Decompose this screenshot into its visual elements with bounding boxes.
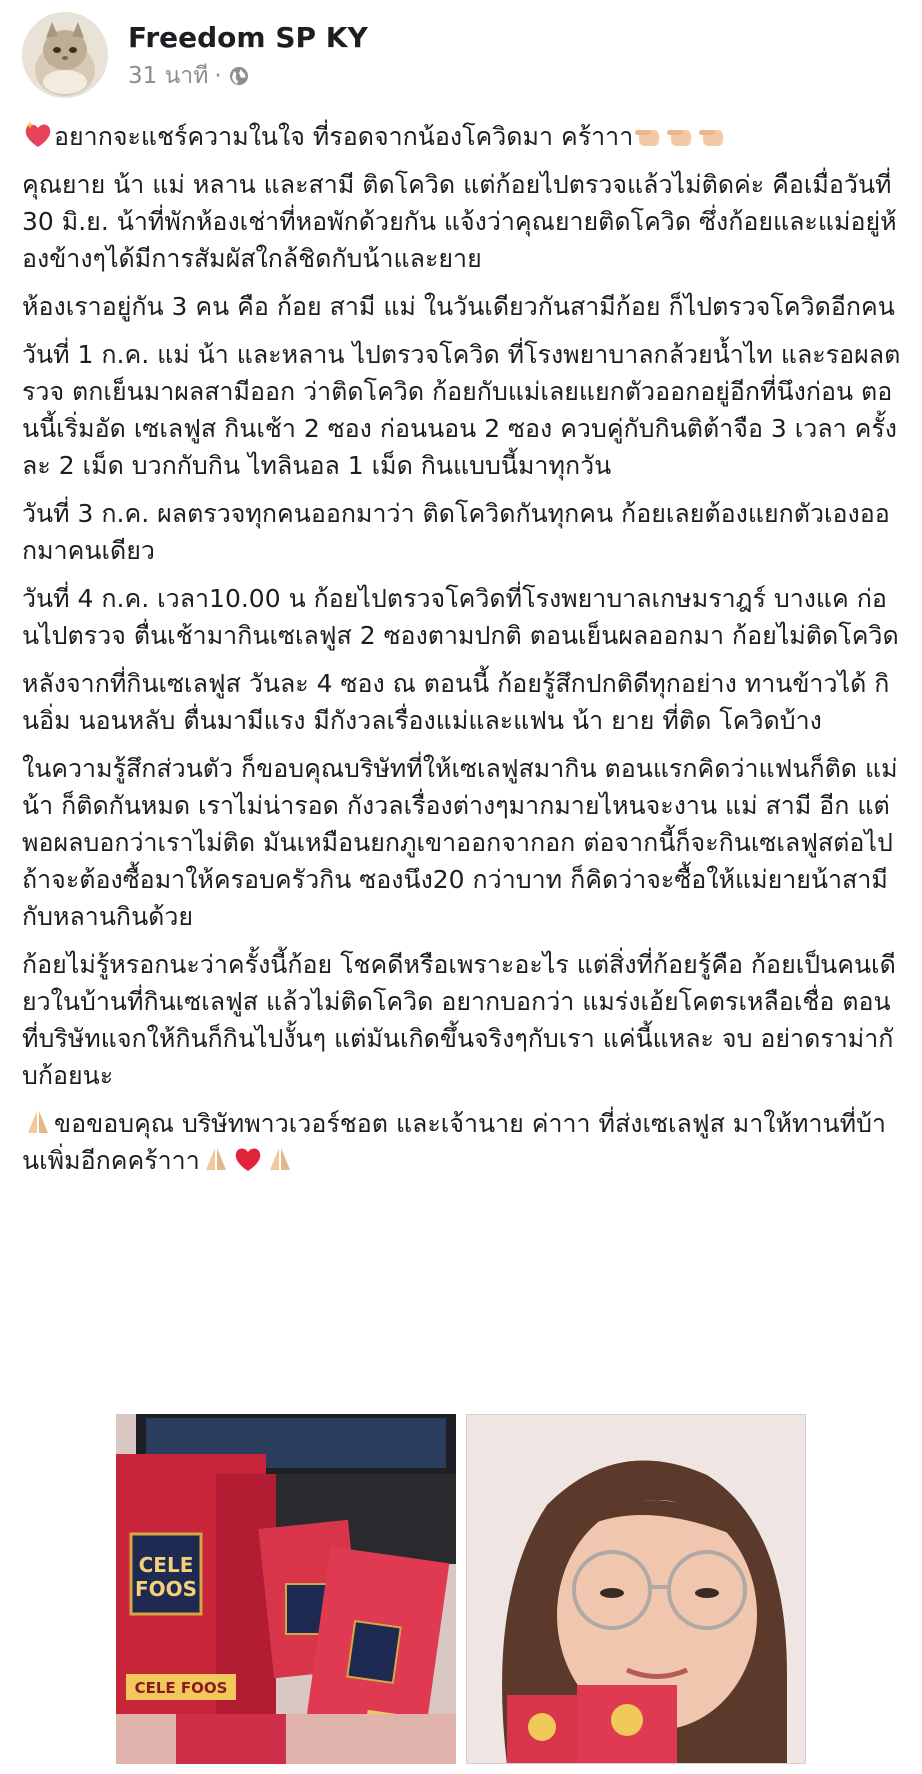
- sparkling-heart-icon: [22, 120, 54, 150]
- product-box-label: CELE FOOS: [134, 1679, 228, 1697]
- post-paragraph-3: ห้องเราอยู่กัน 3 คน คือ ก้อย สามี แม่ ในวันเดียวกันสามีก้อย ก็ไปตรวจโควิดอีกคน: [22, 292, 895, 321]
- pointing-down-hand-icon: [665, 120, 697, 150]
- pointing-down-hand-icon: [697, 120, 729, 150]
- post-body: [22, 118, 902, 1190]
- avatar-cat-image: [22, 12, 108, 98]
- post-meta: [128, 62, 368, 90]
- author-block: [128, 20, 368, 90]
- product-photo[interactable]: [116, 1414, 456, 1764]
- post-photos: [116, 1414, 806, 1764]
- avatar[interactable]: [22, 12, 108, 98]
- post-paragraph-6: วันที่ 4 ก.ค. เวลา10.00 น ก้อยไปตรวจโควิดที่โรงพยาบาลเกษมราฎร์ บางแค ก่อนไปตรวจ ตื่นเช้ามากินเซเลฟูส 2 ซองตามปกติ ตอนเย็นผลออกมา ก้อยไม่ติดโควิด: [22, 584, 899, 650]
- post-paragraph-10: [22, 1105, 902, 1179]
- paragraph-1-text: อยากจะแชร์ความในใจ ที่รอดจากน้องโควิดมา คร้าาา: [54, 122, 634, 151]
- pointing-down-hand-icon: [633, 120, 665, 150]
- post-paragraph-1: [22, 118, 902, 155]
- product-photo-image: [116, 1414, 456, 1764]
- selfie-photo-image: [467, 1415, 806, 1764]
- post-paragraph-7: หลังจากที่กินเซเลฟูส วันละ 4 ซอง ณ ตอนนี้ ก้อยรู้สึกปกติดีทุกอย่าง ทานข้าวได้ กินอิ่ม นอนหลับ ตื่นมามีแรง มีกังวลเรื่องแม่และแฟน น้า ยาย ที่ติด โควิดบ้าง: [22, 669, 890, 735]
- folded-hands-icon: [200, 1144, 232, 1174]
- selfie-photo[interactable]: [466, 1414, 806, 1764]
- red-heart-icon: [232, 1144, 264, 1174]
- globe-icon[interactable]: [228, 65, 250, 87]
- post-paragraph-9: ก้อยไม่รู้หรอกนะว่าครั้งนี้ก้อย โชคดีหรือเพราะอะไร แต่สิ่งที่ก้อยรู้คือ ก้อยเป็นคนเดียวในบ้านที่กินเซเลฟูส แล้วไม่ติดโควิด อยากบอกว่า แมร่งเอ้ยโคตรเหลือเชื่อ ตอนที่บริษัทแจกให้กินก็กินไปงั้นๆ แต่มันเกิดขึ้นจริงๆกับเรา แค่นี้แหละ จบ อย่าดราม่ากับก้อยนะ: [22, 950, 896, 1090]
- paragraph-10-text: ขอขอบคุณ บริษัทพาวเวอร์ชอต และเจ้านาย ค่าาา ที่ส่งเซเลฟูส มาให้ทานที่บ้านเพิ่มอีกคคร้าาา: [22, 1109, 886, 1175]
- post-paragraph-8: ในความรู้สึกส่วนตัว ก็ขอบคุณบริษัทที่ให้เซเลฟูสมากิน ตอนแรกคิดว่าแฟนก็ติด แม่ น้า ก็ติดกันหมด เราไม่น่ารอด กังวลเรื่องต่างๆมากมายไหนจะงาน แม่ สามี อีก แต่พอผลบอกว่าเราไม่ติด มันเหมือนยกภูเขาออกจากอก ต่อจากนี้ก็จะกินเซเลฟูสต่อไป ถ้าจะต้องซื้อมาให้ครอบครัวกิน ซองนึง20 กว่าบาท ก็คิดว่าจะซื้อให้แม่ยายน้าสามีกับหลานกินด้วย: [22, 754, 898, 931]
- meta-separator: ·: [214, 63, 222, 89]
- svg-text:FOOS: FOOS: [134, 1577, 198, 1601]
- post-paragraph-4: วันที่ 1 ก.ค. แม่ น้า และหลาน ไปตรวจโควิด ที่โรงพยาบาลกล้วยน้ำไท และรอผลตรวจ ตกเย็นมาผลสามีออก ว่าติดโควิด ก้อยกับแม่เลยแยกตัวออกอยู่อีกที่นึงก่อน ตอนนี้เริ่มอัด เซเลฟูส กินเช้า 2 ซอง ก่อนนอน 2 ซอง ควบคู่กับกินติต้าจือ 3 เวลา ครั้งละ 2 เม็ด บวกกับกิน ไทลินอล 1 เม็ด กินแบบนี้มาทุกวัน: [22, 340, 901, 480]
- folded-hands-icon: [264, 1144, 296, 1174]
- author-name[interactable]: Freedom SP KY: [128, 21, 368, 54]
- svg-text:CELE: CELE: [138, 1553, 194, 1577]
- post-header: [22, 10, 368, 100]
- post-paragraph-2: คุณยาย น้า แม่ หลาน และสามี ติดโควิด แต่ก้อยไปตรวจแล้วไม่ติดค่ะ คือเมื่อวันที่ 30 มิ.ย. น้าที่พักห้องเช่าที่หอพักด้วยกัน แจ้งว่าคุณยายติดโควิด ซึ่งก้อยและแม่อยู่ห้องข้างๆได้มีการสัมผัสใกล้ชิดกับน้าและยาย: [22, 170, 897, 273]
- post-time[interactable]: 31 นาที: [128, 63, 209, 89]
- folded-hands-icon: [22, 1107, 54, 1137]
- post-paragraph-5: วันที่ 3 ก.ค. ผลตรวจทุกคนออกมาว่า ติดโควิดกันทุกคน ก้อยเลยต้องแยกตัวเองออกมาคนเดียว: [22, 499, 890, 565]
